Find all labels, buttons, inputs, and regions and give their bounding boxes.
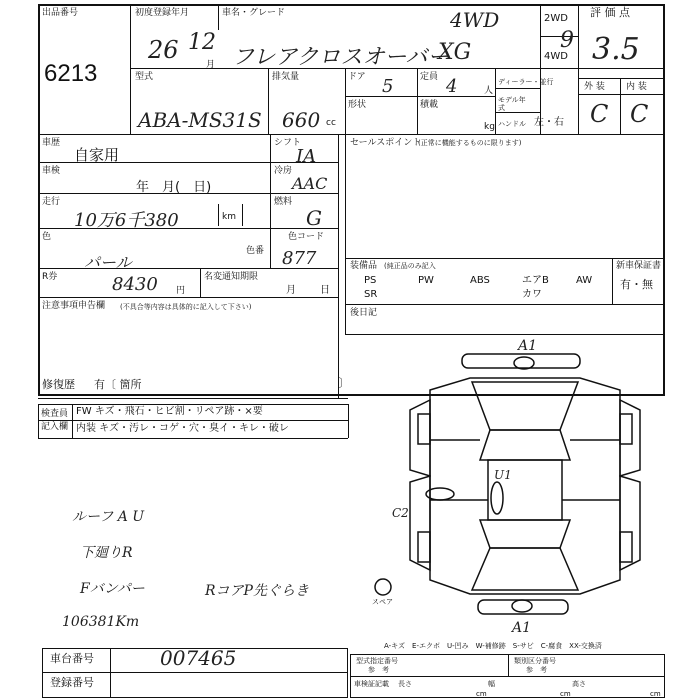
grid-line xyxy=(350,676,665,677)
month-label: 月 xyxy=(286,285,296,296)
interior-row: 内装 キズ・汚レ・コゲ・穴・臭イ・キレ・破レ xyxy=(76,423,289,434)
outer-label: 車検証記載 xyxy=(354,680,389,688)
option-leather: カワ xyxy=(522,289,542,300)
displacement-label: 排気量 xyxy=(272,72,300,82)
drive-2wd: 2WD xyxy=(544,13,568,24)
rating-label: 評 価 点 xyxy=(590,6,630,19)
note-roof: ルーフ A U xyxy=(72,509,145,525)
mark-rear-a1: A1 xyxy=(512,620,532,636)
left-front-fender xyxy=(410,400,430,476)
designation-label: 型式指定番号 xyxy=(356,657,398,665)
wheel-rear-right xyxy=(620,532,632,562)
mileage-value: 10万6千380 xyxy=(74,210,179,231)
color-number-label: 色番 xyxy=(246,246,265,256)
rear-glass xyxy=(480,520,570,548)
color-label: 色 xyxy=(42,232,52,242)
height-label: 高さ xyxy=(572,680,586,688)
mark-circle xyxy=(491,482,503,514)
length-label: 長さ xyxy=(398,680,412,688)
exterior-grade: C xyxy=(590,100,609,128)
model-value: ABA-MS31S xyxy=(138,108,262,132)
reg-month: 12 xyxy=(188,30,216,55)
handle-label: ハンドル xyxy=(498,120,526,128)
day-label: 日 xyxy=(320,285,330,296)
shift-value: IA xyxy=(296,146,317,167)
capacity-label: 定員 xyxy=(420,72,439,82)
body-outline xyxy=(430,378,620,594)
option-pw: PW xyxy=(418,275,434,286)
interior-label: 内 装 xyxy=(626,82,647,92)
note-under: 下廻りR xyxy=(80,545,133,561)
mark-side-c2: C2 xyxy=(392,506,409,520)
note-core: RコアP先ぐらき xyxy=(205,583,309,599)
repair-bracket: 〕 xyxy=(338,376,351,390)
diagram-legend: A-キズ E-エクボ U-凹み W-補修跡 S-サビ C-腐食 XX-交換済 xyxy=(384,642,602,650)
right-rear-panel xyxy=(620,476,640,570)
displacement-value: 660 xyxy=(282,108,321,132)
cm-unit-2: cm xyxy=(560,690,571,698)
recycle-label: R券 xyxy=(42,272,58,282)
spare-label: スペア xyxy=(372,598,393,606)
km-unit: km xyxy=(222,212,236,222)
chassis-value: 007465 xyxy=(160,646,237,670)
grid-line xyxy=(110,648,111,698)
right-front-fender xyxy=(620,400,640,476)
fuel-label: 燃料 xyxy=(274,197,293,207)
drive-note: 4WD xyxy=(450,8,500,32)
designation-sub: 参 考 xyxy=(368,666,389,674)
mark-circle xyxy=(512,600,532,612)
person-unit: 人 xyxy=(484,86,494,96)
option-abs: ABS xyxy=(470,275,490,286)
car-name: フレアクロスオーバー xyxy=(232,45,450,70)
chassis-label: 車台番号 xyxy=(50,652,94,665)
grid-line xyxy=(42,672,348,673)
dealer-label: ディーラー・並行 xyxy=(498,78,554,86)
equipment-sub: (純正品のみ記入 xyxy=(384,262,436,270)
recycle-value: 8430 xyxy=(112,274,158,295)
mark-roof-u1: U1 xyxy=(494,468,512,482)
shape-label: 形状 xyxy=(348,100,367,110)
note-mileage: 106381Km xyxy=(62,614,140,630)
left-rear-panel xyxy=(410,476,430,570)
width-label: 幅 xyxy=(488,680,495,688)
doors-value: 5 xyxy=(382,76,394,97)
kg-unit: kg xyxy=(484,122,495,132)
hood-panel xyxy=(472,382,578,430)
note-bumper: Fバンパー xyxy=(80,581,145,597)
rear-gate xyxy=(472,548,578,590)
warranty-label: 新車保証書 xyxy=(616,261,662,271)
warranty-value: 有・無 xyxy=(620,278,653,291)
interior-grade: C xyxy=(630,100,649,128)
inspection-format: 年 月( 日) xyxy=(136,180,212,195)
repair-label: 修復歴 xyxy=(42,378,75,391)
history-value: 自家用 xyxy=(74,146,120,164)
fuel-value: G xyxy=(306,206,322,230)
sales-point-sub: (正常に機能するものに限ります) xyxy=(418,139,522,147)
inspector-label: 検査員記入欄 xyxy=(41,409,69,432)
wheel-rear-left xyxy=(418,532,430,562)
name-change-label: 名変通知期限 xyxy=(204,272,259,282)
yen-unit: 円 xyxy=(176,286,186,296)
option-ps: PS xyxy=(364,275,377,286)
handle-value: 左・右 xyxy=(534,117,564,128)
cc-unit: cc xyxy=(326,118,336,128)
equipment-label: 装備品 xyxy=(350,261,378,271)
mark-roof-a1: A1 xyxy=(518,338,538,354)
model-label: 型式 xyxy=(135,72,154,82)
load-label: 積載 xyxy=(420,100,439,110)
category-label: 類別区分番号 xyxy=(514,657,556,665)
month-unit: 月 xyxy=(206,60,216,70)
wheel-front-left xyxy=(418,414,430,444)
lot-number: 6213 xyxy=(44,60,98,87)
roof-top-bar xyxy=(462,354,580,368)
reg-year: 26 xyxy=(148,36,179,64)
history-label: 車歴 xyxy=(42,138,61,148)
repair-value: 有〔 箇所 xyxy=(94,378,142,391)
option-airbag: エアB xyxy=(522,275,549,286)
cm-unit-3: cm xyxy=(650,690,661,698)
reg-number-label: 登録番号 xyxy=(50,676,94,689)
windshield xyxy=(480,430,570,460)
cm-unit-1: cm xyxy=(476,690,487,698)
mark-circle xyxy=(514,357,534,369)
grid-line xyxy=(508,654,509,676)
inspection-label: 車検 xyxy=(42,166,61,176)
grade: XG xyxy=(438,40,472,65)
notes-sub: (不具合等内容は具体的に記入して下さい) xyxy=(120,303,252,311)
color-number: 877 xyxy=(282,248,317,269)
color-value: パール xyxy=(84,253,132,272)
exterior-label: 外 装 xyxy=(584,82,605,92)
first-reg-label: 初度登録年月 xyxy=(135,8,190,18)
notes-label: 注意事項申告欄 xyxy=(42,301,106,311)
option-sr: SR xyxy=(364,289,378,300)
color-code-label: 色コード xyxy=(288,232,325,242)
option-aw: AW xyxy=(576,275,593,286)
rating-value: 3.5 xyxy=(592,32,640,67)
fw-row: FW キズ・飛石・ヒビ割・リペア跡・×要 xyxy=(76,406,263,417)
category-sub: 参 考 xyxy=(526,666,547,674)
model-year-label: モデル年式 xyxy=(498,96,526,112)
lot-label: 出品番号 xyxy=(42,8,79,18)
after-label: 後日記 xyxy=(350,308,378,318)
capacity-value: 4 xyxy=(446,76,458,97)
spare-tire xyxy=(375,579,391,595)
ac-label: 冷房 xyxy=(274,166,293,176)
drive-mark: 9 xyxy=(560,28,574,53)
wheel-front-right xyxy=(620,414,632,444)
sales-point-label: セールスポイント xyxy=(350,138,422,148)
ac-value: AAC xyxy=(292,174,328,193)
mileage-label: 走行 xyxy=(42,197,61,207)
drive-4wd: 4WD xyxy=(544,51,568,62)
car-name-label: 車名・グレード xyxy=(222,8,286,18)
doors-label: ドア xyxy=(348,72,366,82)
shift-label: シフト xyxy=(274,138,302,148)
